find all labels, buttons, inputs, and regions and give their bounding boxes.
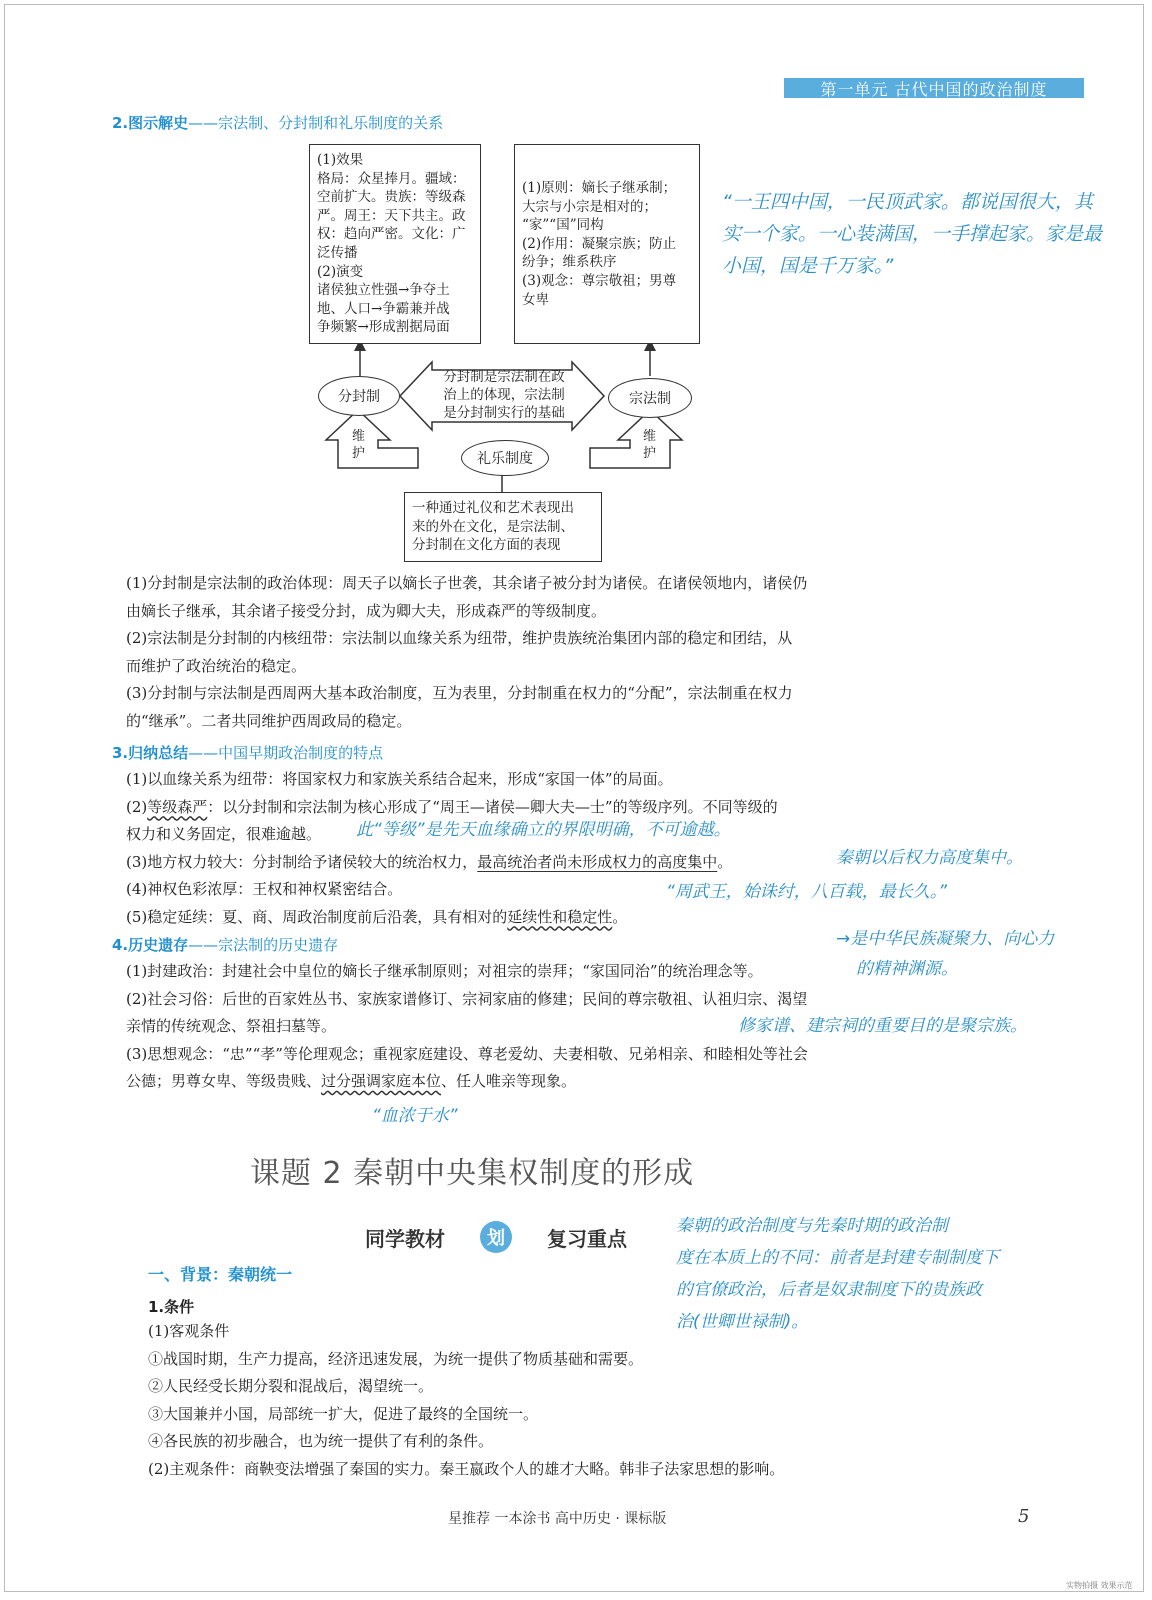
para-line: (2)宗法制是分封制的内核纽带：宗法制以血缘关系为纽带，维护贵族统治集团内部的稳定和团结，从 <box>126 629 793 647</box>
section-4-main: 4.历史遗存 <box>112 936 189 954</box>
list-item: (2)社会习俗：后世的百家姓丛书、家族家谱修订、宗祠家庙的修建；民间的尊宗敬祖、认祖归宗、渴望 <box>126 989 808 1008</box>
footer-text: 星推荐 一本涂书 高中历史 · 课标版 <box>448 1511 667 1527</box>
bottom-ritual-box <box>404 492 602 562</box>
para-line: 而维护了政治统治的稳定。 <box>126 656 307 675</box>
right-box-line: 女卑 <box>522 291 549 308</box>
hand-line: 实一个家。一心装满国，一手撑起家。家是最 <box>722 223 1103 245</box>
left-box-line: 空前扩大。贵族：等级森 <box>317 189 466 206</box>
right-box-line: 大宗与小宗是相对的； <box>522 198 657 215</box>
section-3-sub: ——中国早期政治制度的特点 <box>188 744 384 762</box>
hand-line: 治(世卿世禄制)。 <box>676 1312 809 1332</box>
list-item: ①战国时期，生产力提高，经济迅速发展，为统一提供了物质基础和需要。 <box>148 1349 644 1368</box>
text: (3)地方权力较大：分封制给予诸侯较大的统治权力， <box>126 852 478 871</box>
conditions-list <box>148 1318 908 1483</box>
section-4-title <box>112 934 338 955</box>
text: 公德；男尊女卑、等级贵贱、 <box>126 1072 322 1090</box>
right-principle-box <box>514 144 700 344</box>
handwritten-note-6: 修家谱、建宗祠的重要目的是聚宗族。 <box>738 1016 1027 1036</box>
left-box-line: 诸侯独立性强→争夺土 <box>317 282 450 299</box>
right-box-line: “家”“国”同构 <box>522 217 604 234</box>
section-2-main: 2.图示解史 <box>112 114 189 132</box>
wavy-text: 延续性和稳定性 <box>507 907 613 926</box>
left-box-line: 格局：众星捧月。疆域： <box>317 170 466 187</box>
left-effect-box <box>309 144 481 344</box>
section-3-title <box>112 742 383 763</box>
list-item: (1)以血缘关系为纽带：将国家权力和家族关系结合起来，形成“家国一体”的局面。 <box>126 770 673 788</box>
right-box-line: (3)观念：尊宗敬祖；男尊 <box>522 272 677 289</box>
oval-liyue: 礼乐制度 <box>461 440 549 476</box>
text: 、任人唯亲等现象。 <box>441 1072 577 1090</box>
hand-line: 的精神渊源。 <box>856 959 958 979</box>
para-line: 由嫡长子继承，其余诸子接受分封，成为卿大夫，形成森严的等级制度。 <box>126 601 607 620</box>
handwritten-note-2: 此“等级”是先天血缘确立的界限明确，不可逾越。 <box>356 820 731 840</box>
center-line: 治上的体现，宗法制 <box>443 387 565 403</box>
hand-line: →是中华民族凝聚力、向心力 <box>836 929 1055 949</box>
maintain-char: 维 <box>352 429 366 444</box>
lesson-title: 课题 2 秦朝中央集权制度的形成 <box>250 1156 695 1191</box>
underlined-text: 最高统治者尚未形成权力的高度集中 <box>477 852 718 871</box>
banner-circle: 划 <box>480 1221 512 1253</box>
handwritten-note-1 <box>722 186 1102 282</box>
page-number: 5 <box>1018 1506 1030 1527</box>
maintain-arrow-right <box>590 410 682 468</box>
list-item: ③大国兼并小国，局部统一扩大，促进了最终的全国统一。 <box>148 1404 539 1423</box>
section-4-sub: ——宗法制的历史遗存 <box>188 936 339 954</box>
hand-line: 秦朝的政治制度与先秦时期的政治制 <box>676 1216 948 1236</box>
left-box-line: 泛传播 <box>317 244 358 261</box>
oval-fengjian: 分封制 <box>318 376 400 416</box>
list-item: (3)思想观念：“忠”“孝”等伦理观念；重视家庭建设、尊老爱幼、夫妻相敬、兄弟相亲、和睦相处等社会 <box>126 1044 808 1063</box>
handwritten-note-5 <box>836 924 1054 984</box>
section-2-sub: ——宗法制、分封制和礼乐制度的关系 <box>188 114 444 132</box>
banner-left: 同学教材 <box>365 1226 445 1251</box>
list-item: (1)客观条件 <box>148 1322 230 1340</box>
text: (5)稳定延续：夏、商、周政治制度前后沿袭，具有相对的 <box>126 907 508 926</box>
left-box-line: 严。周王：天下共主。政 <box>317 207 466 224</box>
list-item: 权力和义务固定，很难逾越。 <box>126 825 322 843</box>
hand-line: 的官僚政治，后者是奴隶制度下的贵族政 <box>676 1280 982 1300</box>
maintain-char: 护 <box>352 446 366 461</box>
handwritten-note-7: “血浓于水” <box>372 1106 458 1126</box>
hand-line: 度在本质上的不同：前者是封建专制制度下 <box>676 1248 999 1268</box>
left-box-line: (1)效果 <box>317 152 364 168</box>
handwritten-note-3: 秦朝以后权力高度集中。 <box>836 848 1023 868</box>
maintain-label-right <box>643 428 656 462</box>
list-item: (4)神权色彩浓厚：王权和神权紧密结合。 <box>126 880 403 898</box>
section-3-main: 3.归纳总结 <box>112 744 189 762</box>
left-box-line: 地、人口→争霸兼并战 <box>317 300 450 317</box>
text: 。 <box>612 907 628 926</box>
center-relation-text <box>430 368 578 422</box>
list-item: ④各民族的初步融合，也为统一提供了有利的条件。 <box>148 1432 494 1450</box>
center-line: 是分封制实行的基础 <box>443 405 565 421</box>
text: ：以分封制和宗法制为核心形成了“周王—诸侯—卿大夫—士”的等级序列。不同等级的 <box>207 797 778 816</box>
list-item <box>126 849 886 877</box>
oval-zongfa: 宗法制 <box>608 378 692 418</box>
part-1-title: 一、背景：秦朝统一 <box>148 1265 293 1284</box>
hand-line: 小国，国是千万家。” <box>722 255 894 277</box>
maintain-label-left <box>352 428 365 462</box>
unit-header: 第一单元 古代中国的政治制度 <box>784 78 1084 98</box>
maintain-arrow-left <box>326 410 418 468</box>
bottom-box-line: 分封制在文化方面的表现 <box>412 537 561 554</box>
left-box-line: 权：趋向严密。文化：广 <box>317 226 466 243</box>
text: 。 <box>717 852 733 871</box>
left-box-line: 争频繁→形成割据局面 <box>317 319 450 336</box>
right-box-line: (1)原则：嫡长子继承制； <box>522 180 677 196</box>
banner-right: 复习重点 <box>547 1226 627 1251</box>
list-item: (2)主观条件：商鞅变法增强了秦国的实力。秦王嬴政个人的雄才大略。韩非子法家思想的影响。 <box>148 1459 785 1478</box>
condition-title: 1.条件 <box>148 1298 195 1316</box>
para-line: 的“继承”。二者共同维护西周政局的稳定。 <box>126 711 412 730</box>
handwritten-note-4: “周武王，始诛纣，八百载，最长久。” <box>666 882 948 902</box>
para-line: (1)分封制是宗法制的政治体现：周天子以嫡长子世袭，其余诸子被分封为诸侯。在诸侯领地内，诸侯仍 <box>126 574 808 592</box>
section-2-paragraphs <box>126 570 886 735</box>
hand-line: “一王四中国，一民顶武家。都说国很大，其 <box>722 191 1093 213</box>
review-banner <box>365 1222 627 1252</box>
bottom-box-line: 一种通过礼仪和艺术表现出 <box>412 500 574 516</box>
maintain-char: 维 <box>643 429 657 444</box>
list-item <box>126 1068 886 1096</box>
maintain-char: 护 <box>643 446 657 461</box>
bottom-box-line: 来的外在文化，是宗法制、 <box>412 518 574 535</box>
corner-mark: 实物拍摄 效果示范 <box>1066 1581 1133 1590</box>
para-line: (3)分封制与宗法制是西周两大基本政治制度，互为表里，分封制重在权力的“分配”，宗法制重在权力 <box>126 684 793 702</box>
right-box-line: 纷争；维系秩序 <box>522 254 617 271</box>
text: (2) <box>126 797 148 816</box>
center-line: 分封制是宗法制在政 <box>443 369 565 385</box>
list-item: (1)封建政治：封建社会中皇位的嫡长子继承制原则；对祖宗的崇拜；“家国同治”的统治理念等。 <box>126 962 763 980</box>
right-box-line: (2)作用：凝聚宗族；防止 <box>522 235 677 252</box>
left-box-line: (2)演变 <box>317 263 364 280</box>
wavy-text: 等级森严 <box>147 797 208 816</box>
list-item: ②人民经受长期分裂和混战后，渴望统一。 <box>148 1377 434 1395</box>
list-item: 亲情的传统观念、祭祖扫墓等。 <box>126 1017 337 1035</box>
wavy-text: 过分强调家庭本位 <box>321 1072 442 1090</box>
